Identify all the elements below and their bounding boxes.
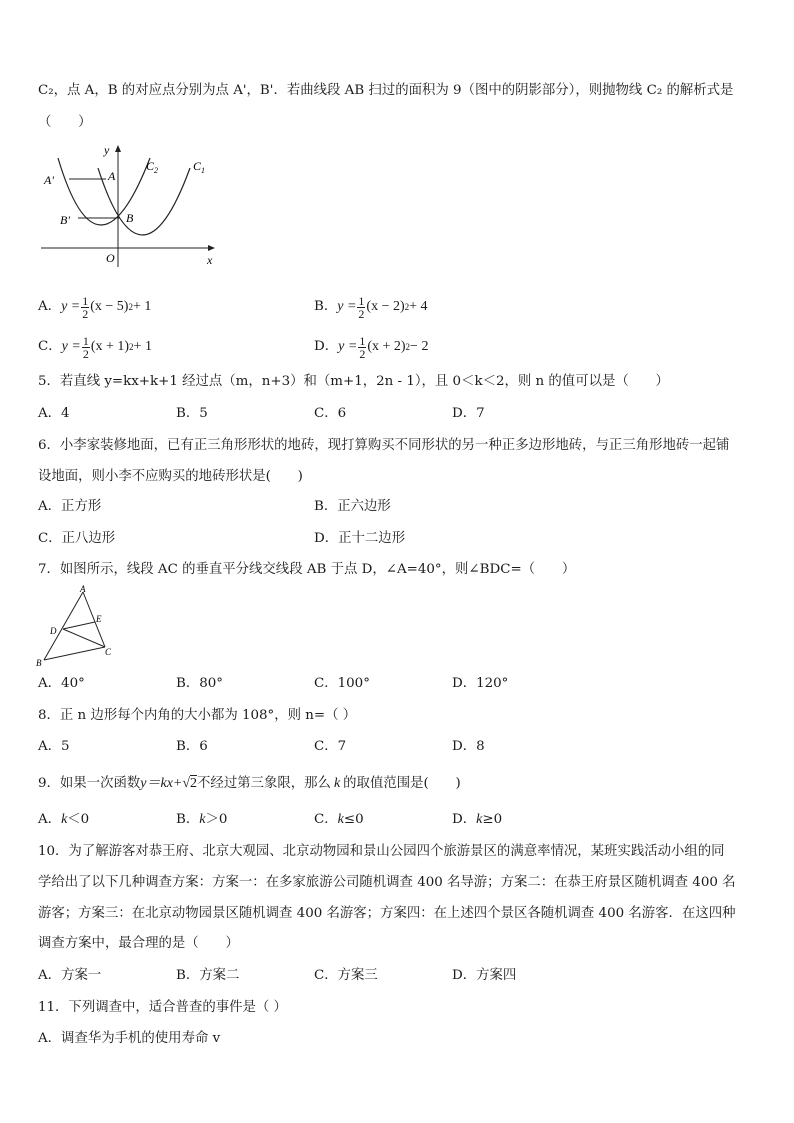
q6-option-b[interactable]: B．正六边形 xyxy=(314,499,391,514)
q10-option-c[interactable]: C．方案三 xyxy=(314,968,378,983)
q4-option-a[interactable]: A． y = $\frac{1}{2}$ (x − 5) 2 + 1 xyxy=(38,293,152,321)
q6-option-d[interactable]: D．正十二边形 xyxy=(314,531,406,546)
fraction-half: $\frac{1}{2}$ xyxy=(82,293,89,321)
q8-option-b[interactable]: B．6 xyxy=(176,739,208,754)
q4-parabola-figure xyxy=(38,142,228,272)
q5-option-d[interactable]: D．7 xyxy=(452,406,485,421)
fig-label-b: B xyxy=(126,211,134,225)
fig-label-a-prime: A' xyxy=(44,173,54,187)
q9-option-a[interactable]: A．k＜0 xyxy=(38,812,90,827)
q10-stem-line2: 学给出了以下几种调查方案：方案一：在多家旅游公司随机调查 400 名导游；方案二：在恭王府景区随机调查 400 名 xyxy=(38,875,736,890)
q6-option-c[interactable]: C．正八边形 xyxy=(38,531,116,546)
q6-stem-line2: 设地面，则小李不应购买的地砖形状是( ) xyxy=(38,469,303,484)
q7-label-c: C xyxy=(105,647,112,657)
q10-stem-line3: 游客；方案三：在北京动物园景区随机调查 400 名游客；方案四：在上述四个景区各随机调查 400 名游客．在这四种 xyxy=(38,906,736,921)
sqrt-symbol: √2 xyxy=(182,776,198,791)
q5-option-b[interactable]: B．5 xyxy=(176,406,208,421)
fraction-half: $\frac{1}{2}$ xyxy=(82,333,89,361)
q7-option-b[interactable]: B．80° xyxy=(176,676,223,691)
q4-option-d[interactable]: D． y = $\frac{1}{2}$ (x + 2) 2 − 2 xyxy=(314,333,429,361)
q7-label-e: E xyxy=(96,614,102,624)
q5-option-c[interactable]: C．6 xyxy=(314,406,347,421)
q10-option-d[interactable]: D．方案四 xyxy=(452,968,517,983)
q8-stem: 8．正 n 边形每个内角的大小都为 108°，则 n=（ ） xyxy=(38,708,357,723)
q4-option-b[interactable]: B． y = $\frac{1}{2}$ (x − 2) 2 + 4 xyxy=(314,293,428,321)
q11-option-a[interactable]: A．调查华为手机的使用寿命 v xyxy=(38,1031,221,1046)
fraction-half: $\frac{1}{2}$ xyxy=(358,293,365,321)
q7-stem: 7．如图所示，线段 AC 的垂直平分线交线段 AB 于点 D，∠A=40°，则∠BDC=（ ） xyxy=(38,562,576,577)
fig-label-y: y xyxy=(104,143,110,157)
q8-option-a[interactable]: A．5 xyxy=(38,739,70,754)
q11-stem: 11．下列调查中，适合普查的事件是（ ） xyxy=(38,1000,287,1015)
q5-option-a[interactable]: A．4 xyxy=(38,406,70,421)
q7-option-d[interactable]: D．120° xyxy=(452,676,509,691)
q7-label-b: B xyxy=(36,658,42,668)
q8-option-c[interactable]: C．7 xyxy=(314,739,347,754)
q5-stem: 5．若直线 y=kx+k+1 经过点（m，n+3）和（m+1，2n - 1），且 0＜k＜2，则 n 的值可以是（ ） xyxy=(38,374,669,389)
fig-label-b-prime: B' xyxy=(60,213,70,227)
q4-stem-line2: （ ） xyxy=(38,115,92,130)
q7-option-a[interactable]: A．40° xyxy=(38,676,85,691)
fig-label-origin: O xyxy=(106,251,115,265)
fig-label-x: x xyxy=(207,253,213,267)
q9-stem: 9．如果一次函数 y＝kx+ √2 不经过第三象限，那么 k 的取值范围是( ) xyxy=(38,776,461,791)
q7-label-d: D xyxy=(50,626,57,636)
q9-option-d[interactable]: D．k≥0 xyxy=(452,812,503,827)
q10-option-a[interactable]: A．方案一 xyxy=(38,968,102,983)
q10-stem-line1: 10．为了解游客对恭王府、北京大观园、北京动物园和景山公园四个旅游景区的满意率情况，某班实践活动小组的同 xyxy=(38,844,725,859)
q7-option-c[interactable]: C．100° xyxy=(314,676,370,691)
parabola-c2 xyxy=(58,158,150,225)
q9-option-b[interactable]: B．k＞0 xyxy=(176,812,228,827)
q9-option-c[interactable]: C．k≤0 xyxy=(314,812,364,827)
fig-label-c2: $C_2$ xyxy=(146,159,159,175)
fig-label-c1: $C_1$ xyxy=(193,159,206,175)
q6-stem-line1: 6．小李家装修地面，已有正三角形形状的地砖，现打算购买不同形状的另一种正多边形地砖，与正三角形地砖一起铺 xyxy=(38,438,730,453)
q10-stem-line4: 调查方案中，最合理的是（ ） xyxy=(38,936,239,951)
fig-label-a: A xyxy=(108,169,116,183)
q7-triangle-figure xyxy=(36,584,120,668)
q7-label-a: A xyxy=(80,584,86,594)
q10-option-b[interactable]: B．方案二 xyxy=(176,968,240,983)
q6-option-a[interactable]: A．正方形 xyxy=(38,499,102,514)
q8-option-d[interactable]: D．8 xyxy=(452,739,485,754)
fraction-half: $\frac{1}{2}$ xyxy=(359,333,366,361)
q4-stem-line1: C₂，点 A，B 的对应点分别为点 A'，B'．若曲线段 AB 扫过的面积为 9（图中的阴影部分），则抛物线 C₂ 的解析式是 xyxy=(38,83,734,98)
q4-option-c[interactable]: C． y = $\frac{1}{2}$ (x + 1) 2 + 1 xyxy=(38,333,152,361)
